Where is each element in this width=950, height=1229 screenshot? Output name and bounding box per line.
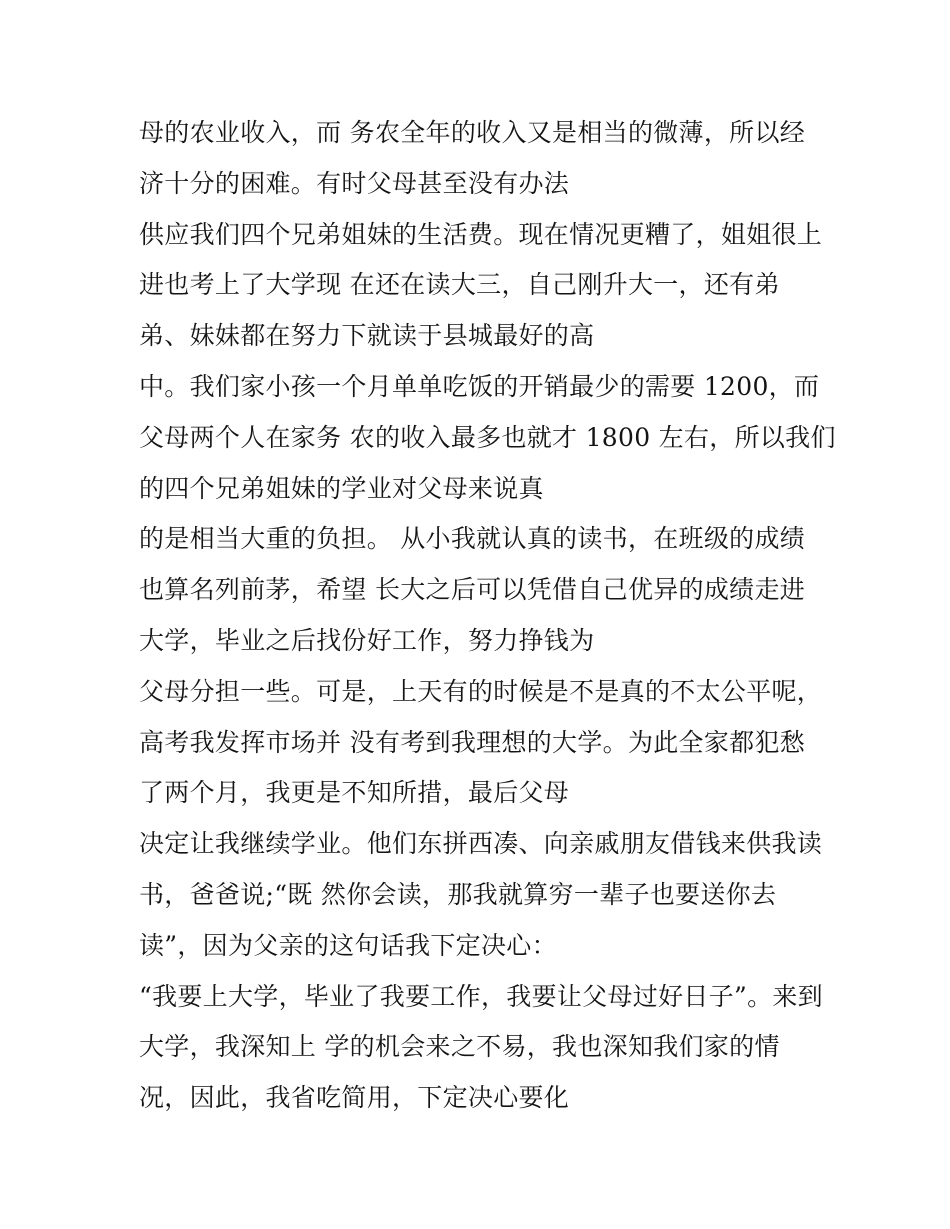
text-line: 也算名列前茅，希望 长大之后可以凭借自己优异的成绩走进 [139, 575, 806, 605]
text-line: 母的农业收入，而 务农全年的收入又是相当的微薄，所以经 [139, 118, 806, 147]
text-line: 中。我们家小孩一个月单单吃饭的开销最少的需要 1200，而 [139, 371, 820, 401]
text-line: 了两个月，我更是不知所措，最后父母 [139, 778, 570, 808]
text-line: 大学，毕业之后找份好工作，努力挣钱为 [139, 625, 595, 655]
text-line: 书，爸爸说;“既 然你会读，那我就算穷一辈子也要送你去 [139, 879, 777, 909]
text-line: 高考我发挥市场并 没有考到我理想的大学。为此全家都犯愁 [139, 727, 806, 757]
text-line: 父母两个人在家务 农的收入最多也就才 1800 左右，所以我们 [139, 422, 836, 452]
text-line: 供应我们四个兄弟姐妹的生活费。现在情况更糟了，姐姐很上 [139, 219, 823, 249]
text-line: 读”，因为父亲的这句话我下定决心： [139, 930, 557, 960]
text-line: 进也考上了大学现 在还在读大三，自己刚升大一，还有弟 [139, 270, 780, 300]
text-line: 弟、妹妹都在努力下就读于县城最好的高 [139, 321, 595, 351]
text-line: 决定让我继续学业。他们东拼西凑、向亲戚朋友借钱来供我读 [139, 829, 823, 859]
text-line: 的是相当大重的负担。 从小我就认真的读书，在班级的成绩 [139, 524, 806, 554]
text-line: 况，因此，我省吃简用，下定决心要化 [139, 1083, 570, 1113]
document-body [139, 108, 839, 1124]
text-line: 的四个兄弟姐妹的学业对父母来说真 [139, 473, 544, 503]
text-line: 济十分的困难。有时父母甚至没有办法 [139, 168, 570, 198]
text-line: 父母分担一些。可是，上天有的时候是不是真的不太公平呢， [139, 676, 823, 706]
text-line: “我要上大学，毕业了我要工作，我要让父母过好日子”。来到 [139, 981, 823, 1011]
text-line: 大学，我深知上 学的机会来之不易，我也深知我们家的情 [139, 1032, 780, 1062]
